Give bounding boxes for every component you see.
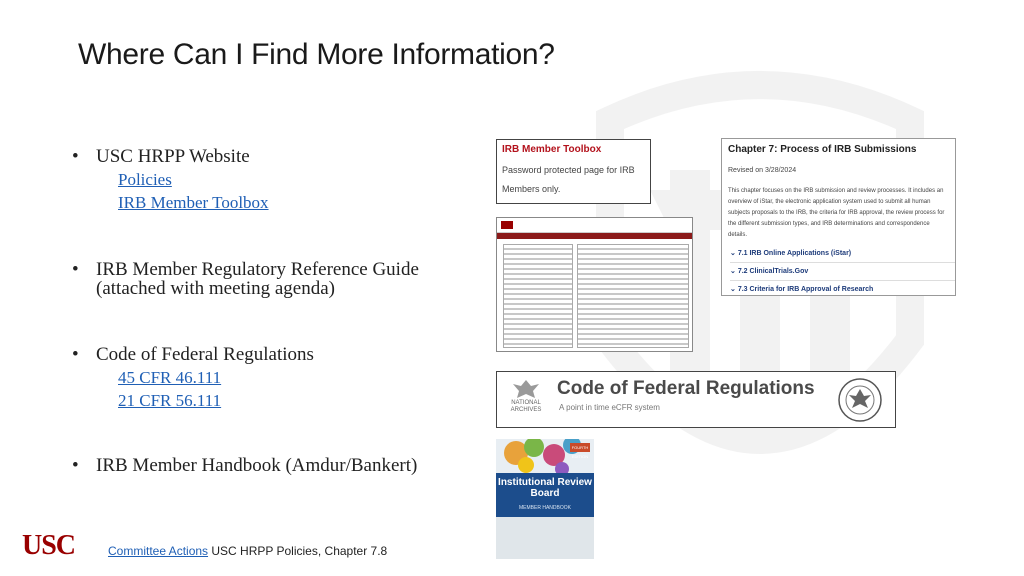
chapter-link-label: 7.3 Criteria for IRB Approval of Research: [737, 286, 874, 293]
chapter-7-card[interactable]: [721, 138, 956, 296]
link-21-cfr[interactable]: 21 CFR 56.111: [118, 391, 222, 410]
bullet-dot: •: [72, 259, 79, 280]
footer-text: USC HRPP Policies, Chapter 7.8: [208, 544, 388, 558]
committee-actions-link[interactable]: Committee Actions: [108, 544, 209, 558]
chapter-card-title: Chapter 7: Process of IRB Submissions: [728, 144, 917, 155]
bullet-dot: •: [72, 344, 79, 365]
chapter-card-revised: Revised on 3/28/2024: [728, 167, 797, 174]
federal-register-seal-icon: [837, 377, 883, 423]
chapter-link-label: 7.1 IRB Online Applications (iStar): [737, 250, 852, 257]
handbook-subtitle: MEMBER HANDBOOK: [519, 505, 571, 511]
national-archives-label: NATIONAL ARCHIVES: [510, 400, 542, 413]
bullet-text: Code of Federal Regulations: [96, 344, 314, 365]
usc-logo: USC: [22, 530, 76, 561]
bullet-text: IRB Member Handbook (Amdur/Bankert): [96, 455, 418, 476]
handbook-cover: [496, 439, 594, 559]
chevron-down-icon: ⌄: [730, 286, 738, 293]
footer-reference: [108, 544, 387, 558]
toolbox-card-title: IRB Member Toolbox: [502, 144, 602, 155]
chapter-link-7-2[interactable]: [730, 263, 956, 281]
chevron-down-icon: ⌄: [730, 268, 738, 275]
bullet-text: USC HRPP Website: [96, 146, 250, 167]
cfr-banner[interactable]: [496, 371, 896, 428]
toolbox-card[interactable]: [496, 139, 651, 204]
chapter-card-description: This chapter focuses on the IRB submission and review processes. It includes an overview of iStar, the electronic application system used to submit all human subjects proposals to the IRB, the criteria for IRB approval, the review process for the different submission types, and IRB determinations and correspondence details.: [728, 188, 945, 238]
cfr-banner-title: Code of Federal Regulations: [557, 378, 815, 399]
toolbox-card-text: Password protected page for IRB Members only.: [502, 165, 635, 194]
link-45-cfr[interactable]: 45 CFR 46.111: [118, 368, 222, 387]
usc-mini-logo: [501, 221, 513, 229]
bullet-dot: •: [72, 455, 79, 476]
edition-badge: FOURTH EDITION: [571, 445, 589, 459]
guide-right-column: [577, 244, 689, 348]
chapter-link-7-3[interactable]: [730, 281, 956, 296]
handbook-title: Institutional Review Board: [498, 477, 592, 499]
cfr-banner-subtitle: A point in time eCFR system: [559, 403, 660, 412]
regulatory-guide-thumbnail: [496, 217, 693, 352]
bullet-dot: •: [72, 146, 79, 167]
chapter-link-label: 7.2 ClinicalTrials.Gov: [737, 268, 809, 275]
link-irb-member-toolbox[interactable]: IRB Member Toolbox: [118, 193, 269, 212]
chevron-down-icon: ⌄: [730, 250, 738, 257]
guide-header-bar: [497, 233, 692, 239]
eagle-icon: [511, 378, 541, 400]
bullet-text: IRB Member Regulatory Reference Guide (attached with meeting agenda): [96, 259, 419, 299]
chapter-link-7-1[interactable]: [730, 245, 956, 263]
slide-title: Where Can I Find More Information?: [78, 38, 555, 71]
link-policies[interactable]: Policies: [118, 170, 172, 189]
guide-left-column: [503, 244, 573, 348]
guide-header: [497, 218, 692, 233]
